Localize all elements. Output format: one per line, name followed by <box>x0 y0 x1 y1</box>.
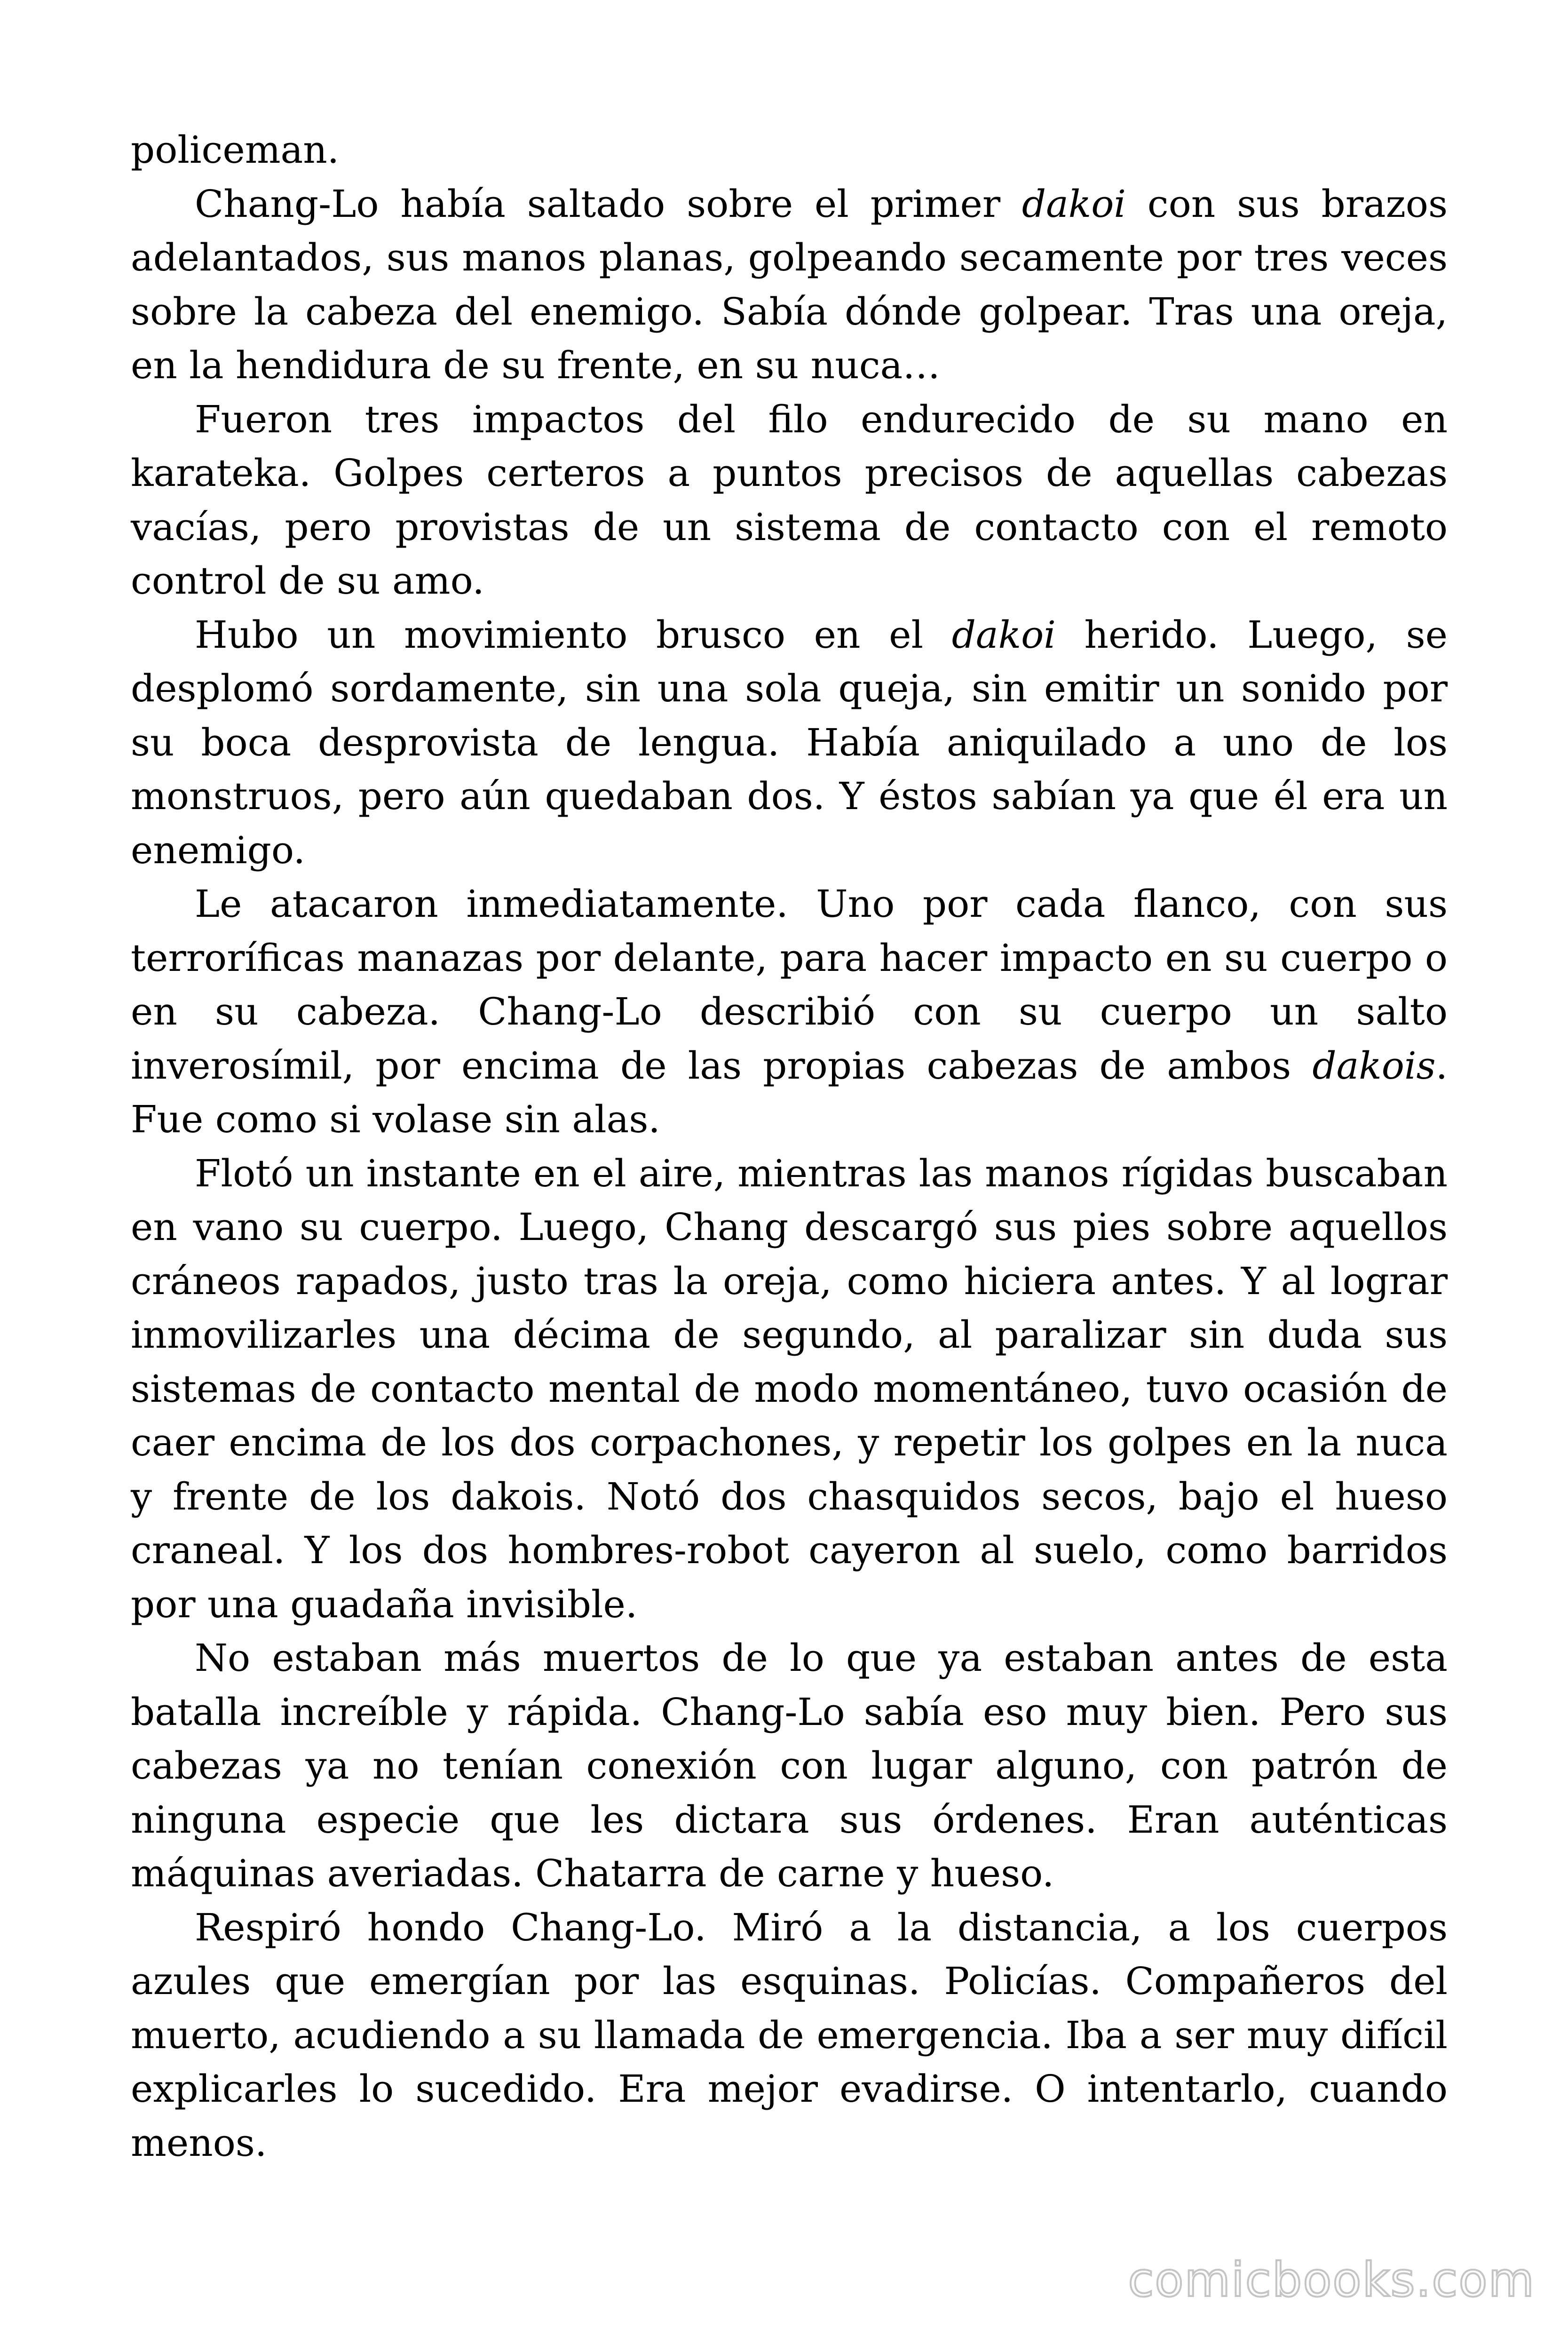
paragraph-2 <box>131 177 1448 393</box>
watermark-logo: comicbooks.com <box>1128 2252 1535 2307</box>
paragraph-5-text-a: Le atacaron inmediatamente. Uno por cada flanco, con sus terroríficas manazas por delante, para hacer impacto en su cuerpo o en su cabeza. Chang-Lo describió con su cuerpo un salto inverosímil, por encima de las propias cabezas de ambos <box>131 882 1448 1088</box>
paragraph-5-text-b: . Fue como si volase sin alas. <box>131 1043 1448 1141</box>
italic-term-dakois: dakois <box>1312 1043 1436 1088</box>
paragraph-4 <box>131 608 1448 878</box>
italic-term-dakoi: dakoi <box>1022 182 1126 226</box>
book-page-text <box>131 123 1448 2170</box>
paragraph-5 <box>131 877 1448 1147</box>
paragraph-2-text-b: con sus brazos adelantados, sus manos planas, golpeando secamente por tres veces sobre la cabeza del enemigo. Sabía dónde golpear. Tras una oreja, en la hendidura de su frente, en su nuca… <box>131 182 1448 387</box>
paragraph-3: Fueron tres impactos del filo endurecido de su mano en karateka. Golpes certeros a puntos precisos de aquellas cabezas vacías, pero provistas de un sistema de contacto con el remoto control de su amo. <box>131 397 1448 603</box>
italic-term-dakoi: dakoi <box>951 612 1056 657</box>
paragraph-6: Flotó un instante en el aire, mientras las manos rígidas buscaban en vano su cuerpo. Luego, Chang descargó sus pies sobre aquellos cráneos rapados, justo tras la oreja, como hiciera antes. Y al lograr inmovilizarles una décima de segundo, al paralizar sin duda sus sistemas de contacto mental de modo momentáneo, tuvo ocasión de caer encima de los dos corpachones, y repetir los golpes en la nuca y frente de los dakois. Notó dos chasquidos secos, bajo el hueso craneal. Y los dos hombres-robot cayeron al suelo, como barridos por una guadaña invisible. <box>131 1151 1448 1626</box>
paragraph-1: policeman. <box>131 128 340 172</box>
paragraph-8: Respiró hondo Chang-Lo. Miró a la distancia, a los cuerpos azules que emergían por las esquinas. Policías. Compañeros del muerto, acudiendo a su llamada de emergencia. Iba a ser muy difícil explicarles lo sucedido. Era mejor evadirse. O intentarlo, cuando menos. <box>131 1905 1448 2165</box>
paragraph-4-text-b: herido. Luego, se desplomó sordamente, sin una sola queja, sin emitir un sonido por su boca desprovista de lengua. Había aniquilado a uno de los monstruos, pero aún quedaban dos. Y éstos sabían ya que él era un enemigo. <box>131 612 1448 872</box>
paragraph-7: No estaban más muertos de lo que ya estaban antes de esta batalla increíble y rápida. Chang-Lo sabía eso muy bien. Pero sus cabezas ya no tenían conexión con lugar alguno, con patrón de ninguna especie que les dictara sus órdenes. Eran auténticas máquinas averiadas. Chatarra de carne y hueso. <box>131 1636 1448 1895</box>
paragraph-4-text-a: Hubo un movimiento brusco en el <box>195 612 952 657</box>
paragraph-2-text-a: Chang-Lo había saltado sobre el primer <box>195 182 1022 226</box>
